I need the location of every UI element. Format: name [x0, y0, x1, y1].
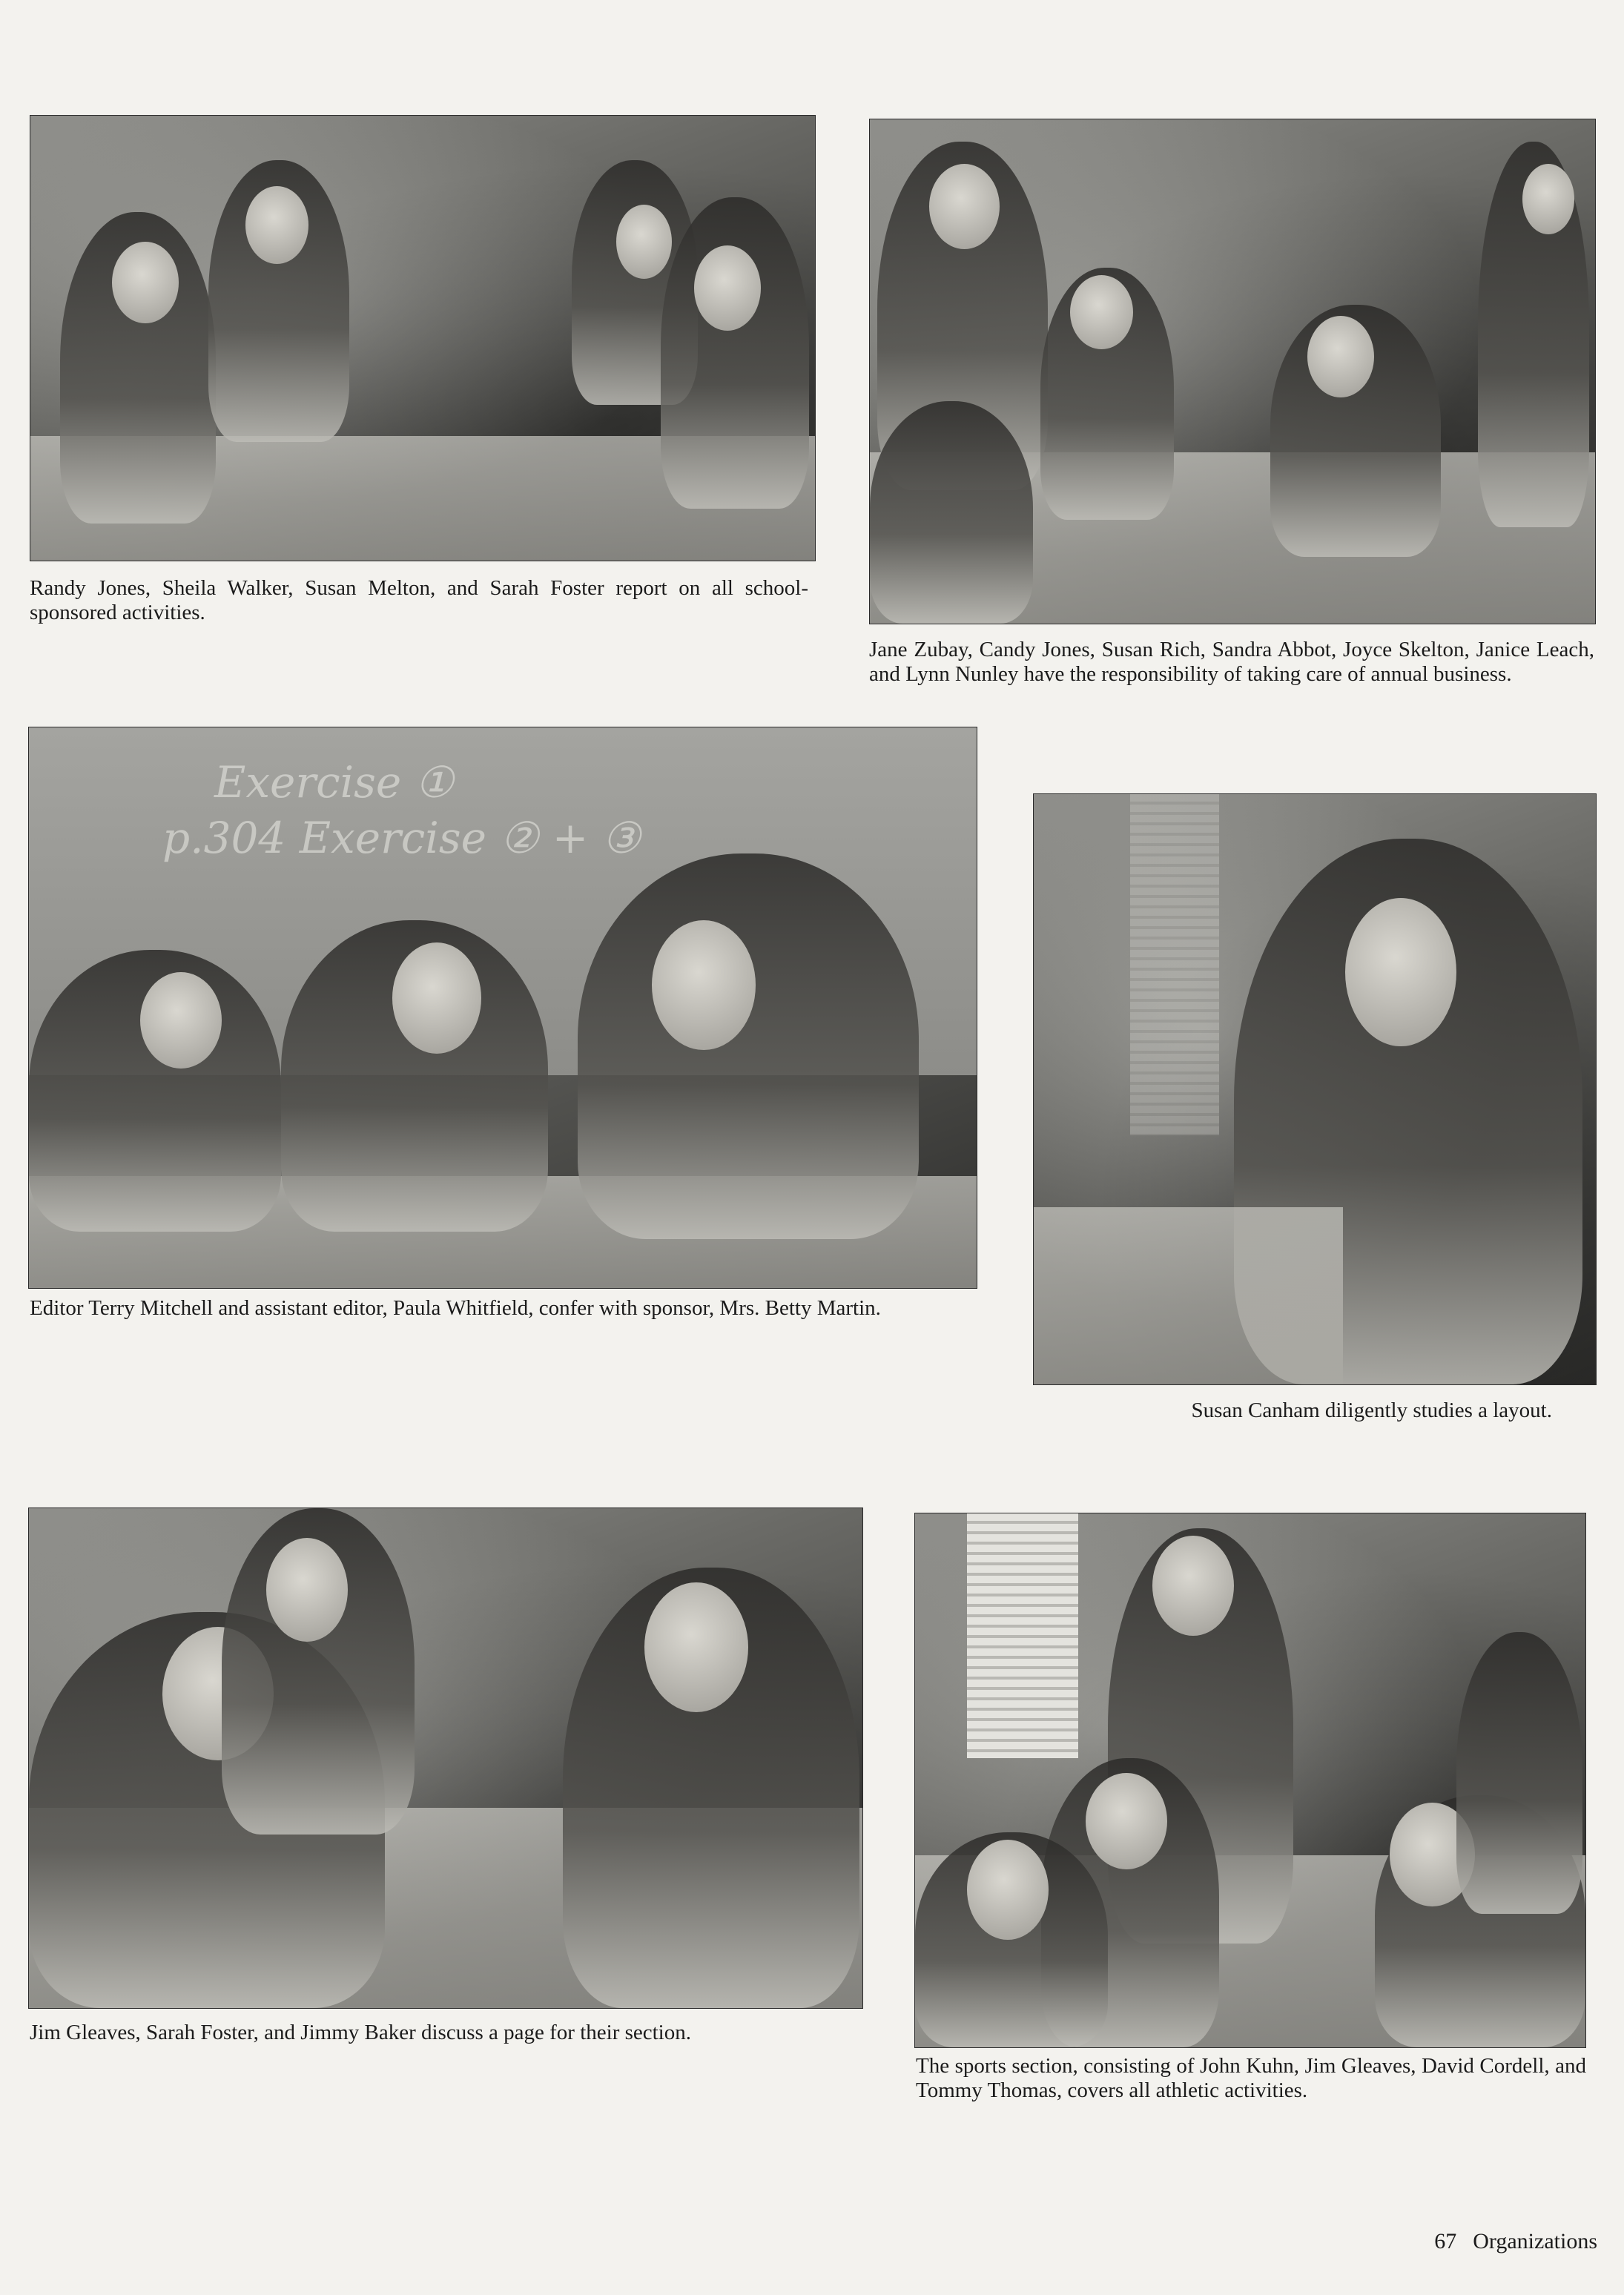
section-name: Organizations: [1473, 2229, 1597, 2253]
page-footer: [1434, 2229, 1597, 2254]
photo-discussing-page: [28, 1508, 863, 2009]
photo-caption: The sports section, consisting of John Kuhn, Jim Gleaves, David Cordell, and Tommy Thomas, covers all athletic activities.: [916, 2054, 1586, 2102]
photo-caption: Randy Jones, Sheila Walker, Susan Melton, and Sarah Foster report on all school-sponsored activities.: [30, 576, 808, 624]
photo-caption: Jim Gleaves, Sarah Foster, and Jimmy Baker discuss a page for their section.: [30, 2021, 691, 2044]
photo-caption: Editor Terry Mitchell and assistant editor, Paula Whitfield, confer with sponsor, Mrs. Betty Martin.: [30, 1296, 881, 1320]
page-number: 67: [1434, 2229, 1457, 2253]
photo-annual-business-staff: [869, 119, 1596, 624]
photo-sports-section: [914, 1513, 1586, 2048]
photo-yearbook-staff-reporting: [30, 115, 816, 561]
photo-studying-layout: [1033, 793, 1597, 1385]
photo-editors-with-sponsor: [28, 727, 977, 1289]
photo-caption: Susan Canham diligently studies a layout.: [1191, 1399, 1552, 1422]
chalkboard-text: Exercise ①: [214, 757, 454, 808]
photo-caption: Jane Zubay, Candy Jones, Susan Rich, Sandra Abbot, Joyce Skelton, Janice Leach, and Lynn Nunley have the responsibility of taking care of annual business.: [869, 638, 1594, 686]
chalkboard-text: p.304 Exercise ② + ③: [162, 813, 641, 863]
